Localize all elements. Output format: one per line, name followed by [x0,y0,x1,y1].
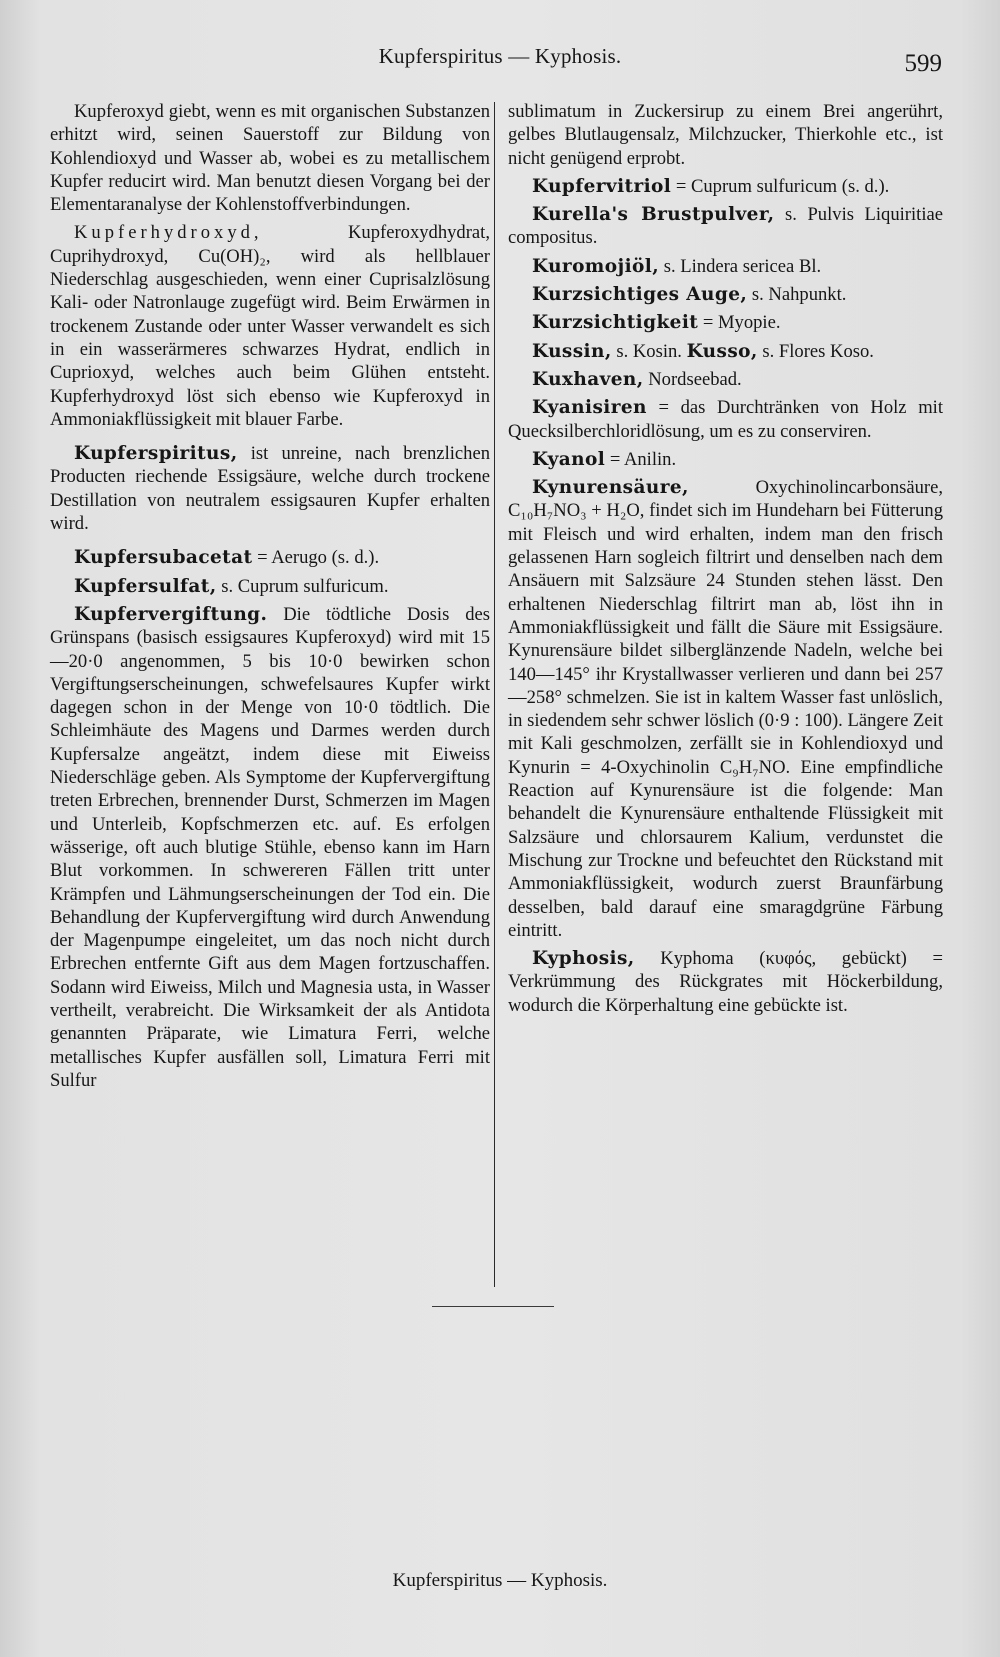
entry-text: = Myopie. [698,312,781,334]
paragraph-kupferhydroxyd [50,221,490,431]
entry-text: = Aerugo (s. d.). [252,547,380,569]
entry-kupfersulfat [50,575,490,598]
entry-text: s. Pulvis Liquiritiae compositus. [508,204,944,249]
entry-kyanol [508,448,943,471]
entry-kussin-kusso [508,340,943,363]
entry-text: Oxychinolincarbonsäure, C₁₀H₇NO₃ + H₂O, findet sich im Hundeharn bei Fütterung mit Fleisch und wird erhalten, indem man den frisch gelassenen Harn sogleich filtrirt und denselben nach dem Ansäuern mit Salzsäure 24 Stunden stehen lässt. Den erhaltenen Niederschlag filtrirt man ab, löst ihn in Ammoniakflüssigkeit und fällt die Säure mit Essigsäure. Kynurensäure bildet silberglänzende Nadeln, welche bei 140—145° ihr Krystallwasser verlieren und dann bei 257—258° schmelzen. Sie ist in kaltem Wasser fast unlöslich, in siedendem sehr schwer löslich (0·9 : 100). Längere Zeit mit Kali geschmolzen, zerfällt sie in Kohlendioxyd und Kynurin = 4-Oxychinolin C₉H₇NO. Eine empfindliche Reaction auf Kynurensäure ist die folgende: Man behandelt die Kynurensäure enthaltende Flüssigkeit mit Salzsäure und chlorsaurem Kalium, verdunstet die Mischung zur Trockne und befeuchtet den Rückstand mit Ammoniakflüssigkeit, wodurch zuerst Braunfärbung desselben, bald darauf eine smaragdgrüne Färbung eintritt. [508,477,943,941]
entry-kuromojioel [508,255,943,278]
entry-kupfervitriol [508,175,943,198]
paragraph-text: sublimatum in Zuckersirup zu einem Brei angerührt, gelbes Blutlaugensalz, Milchzucker, Thierkohle etc., ist nicht genügend erprobt. [508,101,943,169]
paragraph-kupferoxyd [50,100,490,216]
entry-headword: Kurzsichtiges Auge, [532,284,748,306]
entry-kyanisiren [508,396,943,443]
spaced-lead-term: Kupferhydroxyd, [74,222,263,244]
right-column [508,100,943,1017]
entry-text: Kyphoma (κυφός, gebückt) = Verkrümmung des Rückgrates mit Höckerbildung, wodurch die Körperhaltung eine gebückte ist. [508,948,943,1016]
entry-headword: Kussin, [532,340,612,362]
footer-caption: Kupferspiritus — Kyphosis. [392,1570,608,1591]
entry-kurzsichtiges-auge [508,283,943,306]
entry-kynurensaeure [508,476,943,942]
entry-text: = Anilin. [605,448,677,470]
column-divider [494,102,495,1287]
entry-text: = Cuprum sulfuricum (s. d.). [671,175,890,197]
entry-headword: Kuromojiöl, [532,255,660,277]
entry-text: Die tödtliche Dosis des Grünspans (basisch essigsaures Kupferoxyd) wird mit 15—20·0 angenommen, 5 bis 10·0 bewirken schon Vergiftungserscheinungen, schwefelsaures Kupfer wirkt dagegen schon in der Menge von 10·0 tödtlich. Die Schleimhäute des Magens und Darmes werden durch Kupfersalze angeätzt, indem diese mit Eiweiss Niederschläge geben. Als Symptome der Kupfervergiftung treten Erbrechen, brennender Durst, Schmerzen im Magen und Unterleib, Kopfschmerzen etc. auf. Es erfolgen wässerige, oft auch blutige Stühle, ebenso kann im Harn Blut vorkommen. In schwereren Fällen tritt unter Krämpfen und Lähmungserscheinungen der Tod ein. Die Behandlung der Kupfervergiftung wird durch Anwendung der Magenpumpe eingeleitet, um das noch nicht durch Erbrechen entfernte Gift aus dem Magen fortzuschaffen. Sodann wird Eiweiss, Milch und Magnesia usta, in Wasser vertheilt, verabreicht. Die Wirksamkeit der als Antidota genannten Präparate, wie Limatura Ferri, welche metallisches Kupfer ausfällen soll, Limatura Ferri mit Sulfur [50,603,490,1091]
paragraph-text: Kupferoxyd giebt, wenn es mit organischen Substanzen erhitzt wird, seinen Sauerstoff zur Bildung von Kohlendioxyd und Wasser ab, wobei es zu metallischem Kupfer reducirt wird. Man benutzt diesen Vorgang bei der Elementaranalyse der Kohlenstoffverbindungen. [50,101,490,216]
entry-text: = das Durchtränken von Holz mit Quecksilberchloridlösung, um es zu conserviren. [508,397,943,442]
entry-kuxhaven [508,368,943,391]
entry-headword: Kyanisiren [532,397,647,419]
entry-text: ist unreine, nach brenzlichen Producten riechende Essigsäure, welche durch trockene Destillation von neutralem essigsauren Kupfer erhalten wird. [50,443,490,535]
paragraph-continuation [508,100,943,170]
entry-kurzsichtigkeit [508,311,943,334]
entry-text-second: s. Flores Koso. [757,340,874,362]
page-number: 599 [904,50,942,77]
entry-kupfersubacetat [50,546,490,569]
entry-headword: Kupferspiritus, [74,443,238,465]
entry-text: s. Nahpunkt. [747,284,847,306]
entry-kurellas-brustpulver [508,203,943,250]
paragraph-text: Kupferoxydhydrat, Cuprihydroxyd, Cu(OH)₂, wird als hellblauer Niederschlag ausgeschieden, wenn einer Cuprisalzlösung Kali- oder Natronlauge zugefügt wird. Beim Erwärmen in trockenem Zustande oder unter Wasser verwandelt es sich in ein wasserärmeres schwarzes Hydrat, endlich in Cuprioxyd, welches auch beim Glühen entsteht. Kupferhydroxyd löst sich ebenso wie Kupferoxyd in Ammoniakflüssigkeit mit blauer Farbe. [50,222,490,430]
entry-headword-second: Kusso, [686,340,758,362]
entry-headword: Kurzsichtigkeit [532,312,699,334]
entry-kupfervergiftung [50,603,490,1092]
entry-text: s. Lindera sericea Bl. [659,255,822,277]
entry-headword: Kupfersubacetat [74,547,253,569]
entry-headword: Kynurensäure, [532,477,689,499]
entry-text: s. Kosin. [611,340,687,362]
end-rule [432,1306,554,1307]
entry-headword: Kupfervergiftung. [74,603,268,625]
entry-text: Nordseebad. [643,368,742,390]
entry-headword: Kupfersulfat, [74,575,217,597]
entry-headword: Kurella's Brustpulver, [532,204,775,226]
entry-kupferspiritus [50,442,490,535]
entry-headword: Kuxhaven, [532,368,644,390]
entry-headword: Kyphosis, [532,948,635,970]
entry-headword: Kupfervitriol [532,175,672,197]
entry-headword: Kyanol [532,448,606,470]
entry-text: s. Cuprum sulfuricum. [216,575,389,597]
running-head: Kupferspiritus — Kyphosis. [378,44,622,68]
left-column [50,100,490,1092]
entry-kyphosis [508,947,943,1017]
